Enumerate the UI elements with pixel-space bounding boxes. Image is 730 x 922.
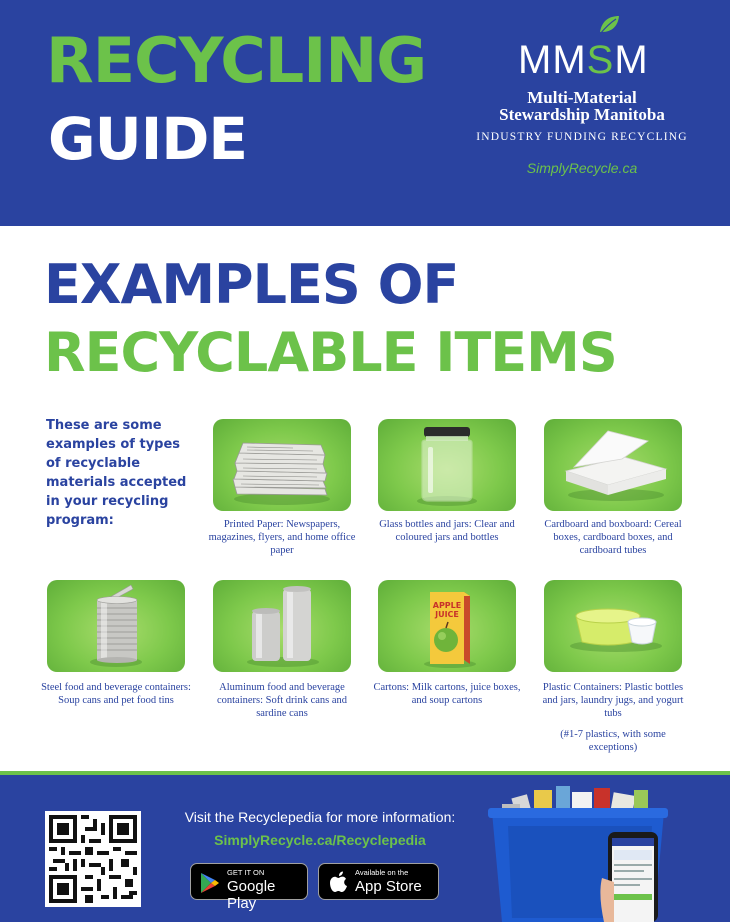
item-card-steel — [47, 580, 185, 672]
plastic-containers-icon — [544, 580, 682, 672]
qr-code-icon — [49, 815, 137, 903]
app-store-button[interactable] — [318, 863, 439, 900]
caption-aluminum: Aluminum food and beverage containers: Soft drink cans and sardine cans — [216, 682, 348, 719]
caption-paper: Printed Paper: Newspapers, magazines, flyers, and home office paper — [208, 519, 356, 556]
carton-label-top: APPLE — [432, 601, 462, 610]
qr-code[interactable] — [45, 811, 141, 907]
visit-text: Visit the Recyclepedia for more information: — [184, 809, 456, 825]
brand-url[interactable]: SimplyRecycle.ca — [526, 160, 638, 176]
caption-steel: Steel food and beverage containers: Soup cans and pet food tins — [41, 682, 191, 706]
item-card-glass — [378, 419, 516, 511]
caption-cartons: Cartons: Milk cartons, juice boxes, and soup cartons — [373, 682, 521, 706]
item-card-paper — [213, 419, 351, 511]
juice-carton-icon — [378, 580, 516, 672]
title-recycling: RECYCLING — [46, 24, 427, 97]
header-banner — [0, 0, 730, 226]
caption-glass: Glass bottles and jars: Clear and coloured jars and bottles — [379, 519, 515, 543]
app-store-small-label: Available on the — [355, 868, 409, 877]
plastics-note: (#1-7 plastics, with some exceptions) — [560, 729, 666, 753]
apple-icon — [330, 871, 348, 893]
brand-name: Multi-Material Stewardship Manitoba — [499, 88, 665, 124]
google-play-icon — [200, 872, 220, 894]
mmsm-logo: MMSM — [518, 38, 649, 82]
google-play-small-label: GET IT ON — [227, 868, 265, 877]
brand-tagline: INDUSTRY FUNDING RECYCLING — [476, 131, 688, 143]
intro-text: These are some examples of types of recyclable materials accepted in your recycling program: — [46, 418, 187, 528]
caption-cardboard: Cardboard and boxboard: Cereal boxes, cardboard boxes, and cardboard tubes — [544, 519, 682, 556]
google-play-label: Google Play — [227, 878, 276, 912]
google-play-button[interactable] — [190, 863, 308, 912]
recyclepedia-link[interactable]: SimplyRecycle.ca/Recyclepedia — [214, 832, 426, 848]
aluminum-cans-icon — [213, 580, 351, 672]
cardboard-box-icon — [544, 419, 682, 511]
item-card-cardboard — [544, 419, 682, 511]
recycling-bin-phone-icon — [484, 782, 710, 922]
caption-plastic: Plastic Containers: Plastic bottles and jars, laundry jugs, and yogurt tubs — [542, 682, 684, 719]
item-card-aluminum — [213, 580, 351, 672]
item-card-cartons — [378, 580, 516, 672]
headline-examples-of: EXAMPLES OF — [44, 253, 459, 316]
leaf-icon — [598, 14, 620, 36]
glass-jar-icon — [378, 419, 516, 511]
title-guide: GUIDE — [48, 105, 248, 173]
mmsm-brand-block — [470, 14, 694, 194]
item-card-plastic — [544, 580, 682, 672]
newspaper-stack-icon — [213, 419, 351, 511]
steel-can-icon — [47, 580, 185, 672]
carton-label-bottom: JUICE — [435, 610, 459, 619]
headline-recyclable-items: RECYCLABLE ITEMS — [44, 321, 617, 384]
app-store-label: App Store — [355, 878, 422, 895]
